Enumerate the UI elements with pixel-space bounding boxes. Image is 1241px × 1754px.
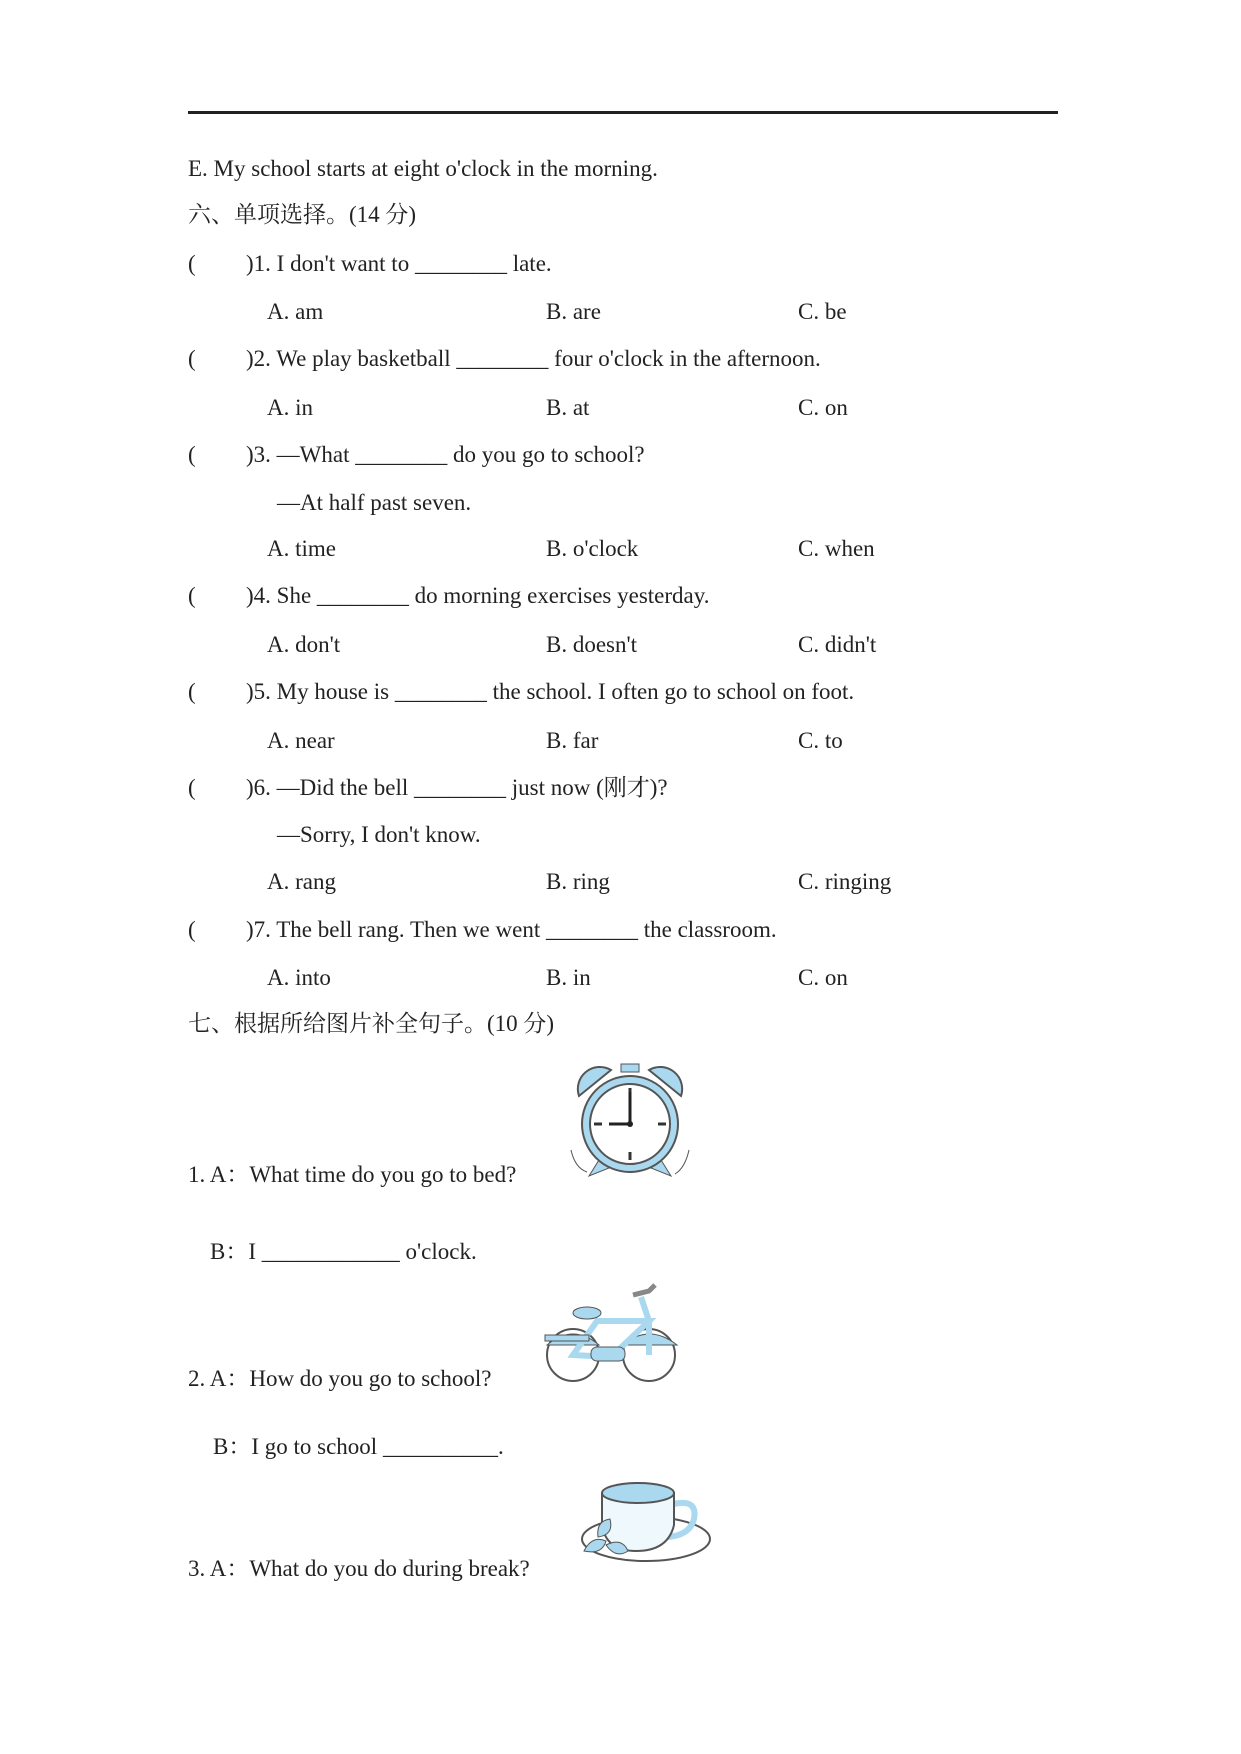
answer-paren: ( [188,775,196,800]
option-a: A. near [267,728,335,753]
option-b: B. in [546,965,591,990]
question-4: )4. She ________ do morning exercises yesterday. [246,583,710,608]
answer-paren: ( [188,679,196,704]
option-b: B. at [546,395,590,420]
answer-paren: ( [188,583,196,608]
option-c: C. be [798,299,847,324]
option-c: C. on [798,965,848,990]
option-a: A. am [267,299,324,324]
option-b: B. ring [546,869,610,894]
option-c: C. when [798,536,875,561]
item-2-answer: B：I go to school __________. [213,1434,504,1459]
question-3: )3. —What ________ do you go to school? [246,442,645,467]
question-6: )6. —Did the bell ________ just now (刚才)? [246,775,668,800]
option-b: B. o'clock [546,536,639,561]
option-a: A. time [267,536,336,561]
answer-paren: ( [188,251,196,276]
option-c: C. on [798,395,848,420]
option-a: A. into [267,965,331,990]
option-b: B. far [546,728,599,753]
question-2: )2. We play basketball ________ four o'clock in the afternoon. [246,346,821,371]
option-a: A. in [267,395,313,420]
item-1-answer: B：I ____________ o'clock. [210,1239,477,1264]
question-6-reply: —Sorry, I don't know. [277,822,481,847]
alarm-clock-icon [565,1060,695,1182]
section6-title: 六、单项选择。(14 分) [188,202,417,227]
question-3-reply: —At half past seven. [277,490,472,515]
option-c: C. didn't [798,632,877,657]
answer-paren: ( [188,917,196,942]
option-b: B. doesn't [546,632,638,657]
answer-paren: ( [188,442,196,467]
item-1-question: 1. A：What time do you go to bed? [188,1162,517,1187]
option-a: A. don't [267,632,341,657]
tea-cup-icon [576,1479,712,1565]
answer-paren: ( [188,346,196,371]
option-c: C. to [798,728,843,753]
item-2-question: 2. A：How do you go to school? [188,1366,492,1391]
option-c: C. ringing [798,869,892,894]
option-a: A. rang [267,869,336,894]
section7-title: 七、根据所给图片补全句子。(10 分) [188,1011,555,1036]
header-rule [188,111,1058,114]
question-1: )1. I don't want to ________ late. [246,251,552,276]
option-e: E. My school starts at eight o'clock in the morning. [188,156,658,181]
question-5: )5. My house is ________ the school. I often go to school on foot. [246,679,855,704]
bicycle-icon [537,1283,683,1385]
item-3-question: 3. A：What do you do during break? [188,1556,530,1581]
option-b: B. are [546,299,601,324]
question-7: )7. The bell rang. Then we went ________ the classroom. [246,917,777,942]
